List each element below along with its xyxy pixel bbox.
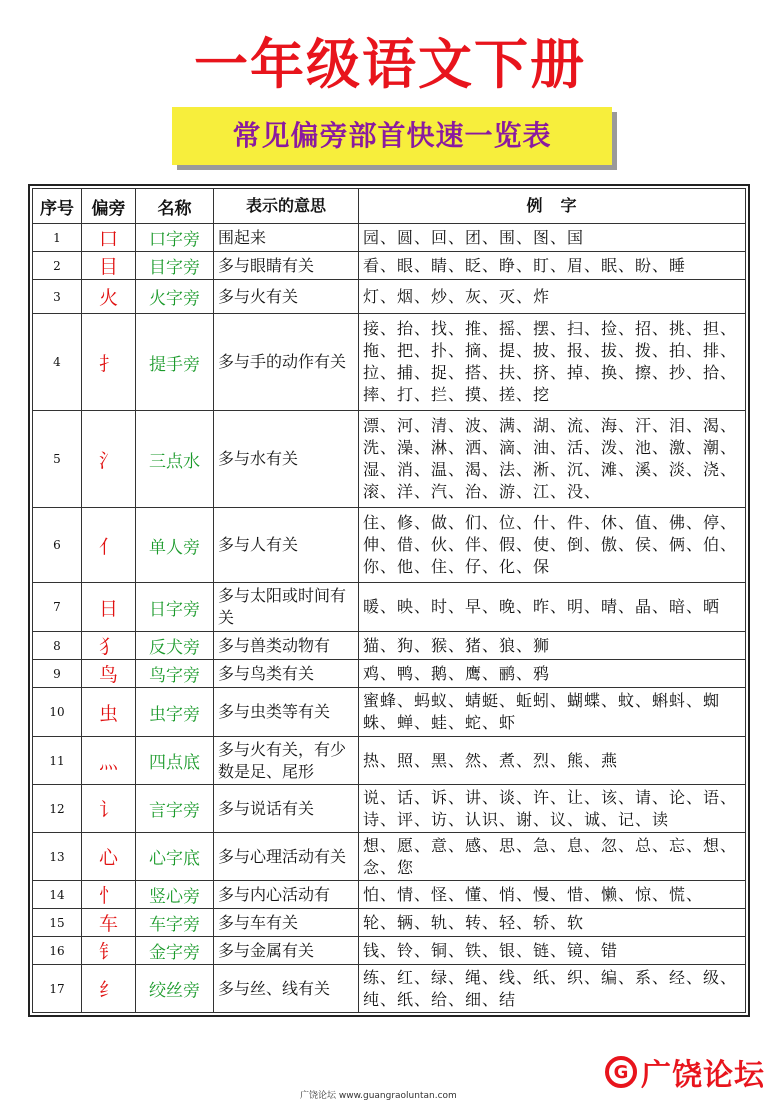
meaning-cell: 多与太阳或时间有关 (214, 583, 359, 632)
radical-name-cell: 车字旁 (136, 909, 214, 937)
examples-cell: 蜜蜂、蚂蚁、蜻蜓、蚯蚓、蝴蝶、蚊、蝌蚪、蜘蛛、蝉、蛙、蛇、虾 (359, 688, 746, 737)
radical-cell: 火 (82, 280, 136, 314)
table-row (33, 965, 746, 1013)
radical-name-cell: 金字旁 (136, 937, 214, 965)
row-number: 10 (33, 688, 82, 737)
meaning-cell: 多与兽类动物有 (214, 632, 359, 660)
meaning-cell: 多与内心活动有 (214, 881, 359, 909)
meaning-cell: 多与虫类等有关 (214, 688, 359, 737)
radical-cell: 钅 (82, 937, 136, 965)
table-header-row (33, 189, 746, 224)
examples-cell: 轮、辆、轨、转、轻、轿、软 (359, 909, 746, 937)
row-number: 16 (33, 937, 82, 965)
table-row (33, 833, 746, 881)
meaning-cell: 多与火有关，有少数是足、尾形 (214, 737, 359, 785)
examples-cell: 说、话、诉、讲、谈、许、让、该、请、论、语、诗、评、访、认识、谢、议、诚、记、读 (359, 785, 746, 833)
radical-name-cell: 日字旁 (136, 583, 214, 632)
table-row (33, 224, 746, 252)
examples-cell: 猫、狗、猴、猪、狼、狮 (359, 632, 746, 660)
table-row (33, 280, 746, 314)
radical-name-cell: 虫字旁 (136, 688, 214, 737)
examples-cell: 暖、映、时、早、晚、昨、明、晴、晶、暗、晒 (359, 583, 746, 632)
table-row (33, 632, 746, 660)
meaning-cell: 多与水有关 (214, 411, 359, 508)
table-row (33, 785, 746, 833)
row-number: 8 (33, 632, 82, 660)
radicals-table (32, 188, 746, 1013)
table-row (33, 583, 746, 632)
radical-name-cell: 单人旁 (136, 508, 214, 583)
radical-cell: 纟 (82, 965, 136, 1013)
radical-name-cell: 言字旁 (136, 785, 214, 833)
meaning-cell: 多与人有关 (214, 508, 359, 583)
row-number: 15 (33, 909, 82, 937)
radical-cell: 忄 (82, 881, 136, 909)
radical-cell: 灬 (82, 737, 136, 785)
row-number: 5 (33, 411, 82, 508)
radical-name-cell: 火字旁 (136, 280, 214, 314)
header-examples: 例 字 (359, 189, 746, 224)
row-number: 3 (33, 280, 82, 314)
table-row (33, 314, 746, 411)
row-number: 9 (33, 660, 82, 688)
row-number: 7 (33, 583, 82, 632)
examples-cell: 灯、烟、炒、灰、灭、炸 (359, 280, 746, 314)
row-number: 6 (33, 508, 82, 583)
examples-cell: 园、圆、回、团、围、图、国 (359, 224, 746, 252)
examples-cell: 练、红、绿、绳、线、纸、织、编、系、经、级、纯、纸、给、细、结 (359, 965, 746, 1013)
subtitle-text: 常见偏旁部首快速一览表 (232, 119, 552, 152)
meaning-cell: 多与金属有关 (214, 937, 359, 965)
radical-name-cell: 心字底 (136, 833, 214, 881)
row-number: 1 (33, 224, 82, 252)
radical-cell: 扌 (82, 314, 136, 411)
radical-cell: 口 (82, 224, 136, 252)
table-row (33, 508, 746, 583)
radicals-table-frame (28, 184, 750, 1017)
meaning-cell: 多与心理活动有关 (214, 833, 359, 881)
examples-cell: 住、修、做、们、位、什、件、休、值、佛、停、伸、借、伙、伴、假、使、倒、傲、侯、俩、伯、你、他、住、仔、化、保 (359, 508, 746, 583)
meaning-cell: 多与眼睛有关 (214, 252, 359, 280)
subtitle-banner (172, 107, 612, 165)
examples-cell: 想、愿、意、感、思、急、息、忽、总、忘、想、念、您 (359, 833, 746, 881)
meaning-cell: 多与说话有关 (214, 785, 359, 833)
radical-cell: 目 (82, 252, 136, 280)
table-row (33, 252, 746, 280)
examples-cell: 看、眼、睛、眨、睁、盯、眉、眠、盼、睡 (359, 252, 746, 280)
table-row (33, 881, 746, 909)
meaning-cell: 多与车有关 (214, 909, 359, 937)
examples-cell: 怕、情、怪、懂、悄、慢、惜、懒、惊、慌、 (359, 881, 746, 909)
meaning-cell: 多与丝、线有关 (214, 965, 359, 1013)
examples-cell: 钱、铃、铜、铁、银、链、镜、错 (359, 937, 746, 965)
table-row (33, 909, 746, 937)
radical-cell: 鸟 (82, 660, 136, 688)
table-row (33, 411, 746, 508)
radical-name-cell: 鸟字旁 (136, 660, 214, 688)
radical-name-cell: 目字旁 (136, 252, 214, 280)
row-number: 4 (33, 314, 82, 411)
examples-cell: 漂、河、清、波、满、湖、流、海、汗、泪、渴、洗、澡、淋、洒、滴、油、活、泼、池、激、潮、湿、消、温、渴、法、淅、沉、滩、溪、淡、浇、滚、洋、汽、治、游、江、没、 (359, 411, 746, 508)
g-logo-icon: G (605, 1056, 637, 1088)
radical-cell: 亻 (82, 508, 136, 583)
table-body (33, 224, 746, 1013)
footer-logo (605, 1050, 775, 1094)
radical-name-cell: 反犬旁 (136, 632, 214, 660)
radical-name-cell: 四点底 (136, 737, 214, 785)
table-row (33, 688, 746, 737)
table-row (33, 737, 746, 785)
row-number: 11 (33, 737, 82, 785)
radical-name-cell: 竖心旁 (136, 881, 214, 909)
meaning-cell: 围起来 (214, 224, 359, 252)
examples-cell: 鸡、鸭、鹅、鹰、鹂、鸦 (359, 660, 746, 688)
row-number: 13 (33, 833, 82, 881)
row-number: 14 (33, 881, 82, 909)
row-number: 17 (33, 965, 82, 1013)
meaning-cell: 多与鸟类有关 (214, 660, 359, 688)
meaning-cell: 多与手的动作有关 (214, 314, 359, 411)
header-meaning: 表示的意思 (214, 189, 359, 224)
radical-cell: 讠 (82, 785, 136, 833)
radical-cell: 车 (82, 909, 136, 937)
meaning-cell: 多与火有关 (214, 280, 359, 314)
table-row (33, 660, 746, 688)
radical-cell: 犭 (82, 632, 136, 660)
radical-name-cell: 三点水 (136, 411, 214, 508)
table-row (33, 937, 746, 965)
examples-cell: 热、照、黑、然、煮、烈、熊、燕 (359, 737, 746, 785)
header-radical: 偏旁 (82, 189, 136, 224)
radical-cell: 虫 (82, 688, 136, 737)
radical-name-cell: 口字旁 (136, 224, 214, 252)
row-number: 2 (33, 252, 82, 280)
footer-logo-text: 广饶论坛 (641, 1058, 765, 1093)
radical-cell: 心 (82, 833, 136, 881)
header-name: 名称 (136, 189, 214, 224)
radical-cell: 氵 (82, 411, 136, 508)
header-no: 序号 (33, 189, 82, 224)
radical-name-cell: 提手旁 (136, 314, 214, 411)
examples-cell: 接、抬、找、推、摇、摆、扫、捡、招、挑、担、拖、把、扑、摘、提、披、报、拔、拨、拍、排、拉、捕、捉、搭、扶、挤、掉、换、擦、抄、拾、摔、打、拦、摸、搓、挖 (359, 314, 746, 411)
footer-site-text: 广饶论坛 www.guangraoluntan.com (300, 1091, 457, 1101)
page-title: 一年级语文下册 (194, 33, 586, 96)
row-number: 12 (33, 785, 82, 833)
radical-cell: 日 (82, 583, 136, 632)
radical-name-cell: 绞丝旁 (136, 965, 214, 1013)
